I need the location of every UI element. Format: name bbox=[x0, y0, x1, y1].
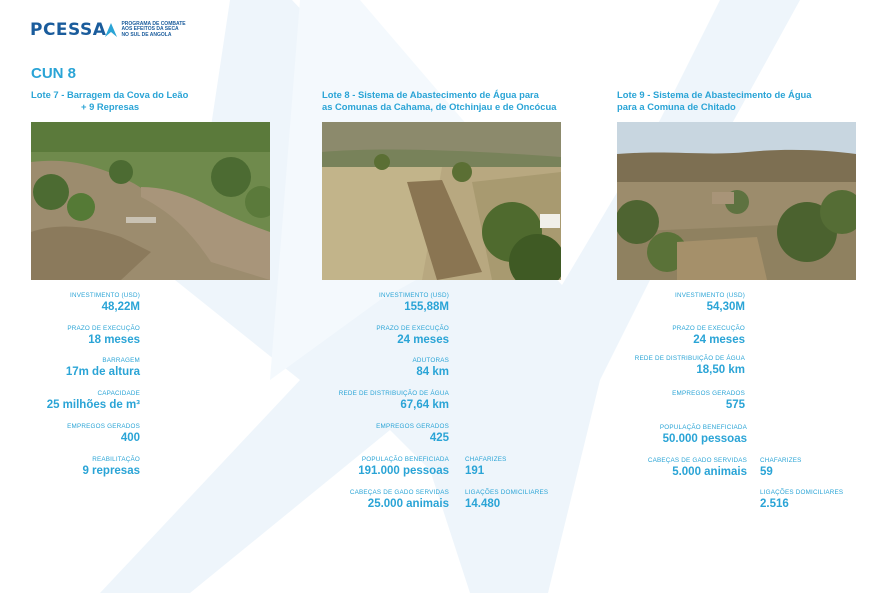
lot-heading-line: Lote 9 - Sistema de Abastecimento de Água bbox=[617, 89, 812, 100]
stat-value: 84 km bbox=[416, 366, 449, 378]
stat-investment bbox=[70, 292, 140, 313]
stat-value: 5.000 animais bbox=[672, 466, 747, 478]
stat-label: EMPREGOS GERADOS bbox=[672, 390, 745, 397]
stat-jobs-created bbox=[672, 390, 745, 411]
stat-label: LIGAÇÕES DOMICILIARES bbox=[760, 489, 844, 496]
stat-investment bbox=[675, 292, 745, 313]
stat-value: 18 meses bbox=[88, 334, 140, 346]
stat-label: CABEÇAS DE GADO SERVIDAS bbox=[349, 489, 449, 496]
stat-household-connections bbox=[465, 489, 548, 510]
stat-rehabilitation bbox=[82, 456, 140, 477]
stat-household-connections bbox=[760, 489, 843, 510]
stat-value: 155,88M bbox=[404, 301, 449, 313]
stat-label: EMPREGOS GERADOS bbox=[67, 423, 140, 430]
brand-tagline-line: PROGRAMA DE COMBATE bbox=[121, 20, 186, 27]
stat-label: PRAZO DE EXECUÇÃO bbox=[672, 325, 745, 332]
stat-label: INVESTIMENTO (USD) bbox=[675, 292, 745, 299]
stat-label: INVESTIMENTO (USD) bbox=[379, 292, 449, 299]
stat-livestock-served bbox=[648, 457, 747, 478]
stat-value: 59 bbox=[760, 466, 773, 478]
stat-label: CAPACIDADE bbox=[97, 390, 140, 397]
brand-tagline-line: NO SUL DE ANGOLA bbox=[121, 31, 172, 38]
stat-distribution-network bbox=[339, 390, 449, 411]
stat-value: 54,30M bbox=[706, 301, 745, 313]
stat-population-served bbox=[358, 456, 449, 477]
lot-7-photo bbox=[31, 122, 270, 280]
lot-7-heading bbox=[31, 89, 188, 113]
stat-jobs-created bbox=[376, 423, 449, 444]
stat-fountains bbox=[760, 457, 802, 478]
stat-value: 14.480 bbox=[465, 498, 501, 510]
lot-heading-line: Lote 7 - Barragem da Cova do Leão bbox=[31, 89, 189, 100]
stat-label: LIGAÇÕES DOMICILIARES bbox=[465, 489, 549, 496]
page-title: CUN 8 bbox=[31, 65, 77, 82]
stat-dam bbox=[66, 357, 140, 378]
stat-livestock-served bbox=[350, 489, 449, 510]
stat-value: 9 represas bbox=[82, 465, 140, 477]
stat-value: 48,22M bbox=[101, 301, 140, 313]
stat-value: 24 meses bbox=[397, 334, 449, 346]
stat-label: REDE DE DISTRIBUIÇÃO DE ÁGUA bbox=[338, 390, 449, 397]
lot-heading-line: + 9 Represas bbox=[81, 101, 140, 112]
lot-9-photo bbox=[617, 122, 856, 280]
stat-value: 25 milhões de m³ bbox=[46, 399, 140, 411]
lot-9-heading bbox=[617, 89, 812, 113]
lot-heading-line: para a Comuna de Chitado bbox=[617, 101, 736, 112]
stat-investment bbox=[379, 292, 449, 313]
stat-label: PRAZO DE EXECUÇÃO bbox=[67, 325, 140, 332]
brand-star-icon bbox=[105, 23, 117, 37]
stat-value: 191 bbox=[465, 465, 485, 477]
stat-label: CHAFARIZES bbox=[465, 456, 507, 463]
brand-tagline-line: AOS EFEITOS DA SECA bbox=[121, 26, 179, 33]
brand-name: PCESSA bbox=[30, 20, 107, 40]
stat-label: PRAZO DE EXECUÇÃO bbox=[376, 325, 449, 332]
stat-label: REDE DE DISTRIBUIÇÃO DE ÁGUA bbox=[634, 355, 745, 362]
stat-value: 17m de altura bbox=[65, 366, 140, 378]
stat-value: 425 bbox=[429, 432, 449, 444]
stat-label: REABILITAÇÃO bbox=[92, 456, 140, 463]
brand-tagline bbox=[121, 22, 185, 39]
pcessa-logo bbox=[30, 20, 186, 40]
stat-value: 2.516 bbox=[760, 498, 789, 510]
stat-fountains bbox=[465, 456, 507, 477]
lot-heading-line: as Comunas da Cahama, de Otchinjau e de Oncócua bbox=[322, 101, 557, 112]
stat-population-served bbox=[660, 424, 747, 445]
stat-water-mains bbox=[413, 357, 449, 378]
stat-execution-time bbox=[376, 325, 449, 346]
stat-label: CHAFARIZES bbox=[760, 457, 802, 464]
stat-label: ADUTORAS bbox=[412, 357, 449, 364]
stat-value: 67,64 km bbox=[400, 399, 449, 411]
lot-8-photo bbox=[322, 122, 561, 280]
stat-value: 24 meses bbox=[693, 334, 745, 346]
stat-value: 400 bbox=[120, 432, 140, 444]
stat-label: BARRAGEM bbox=[102, 357, 140, 364]
lot-heading-line: Lote 8 - Sistema de Abastecimento de Água para bbox=[322, 89, 539, 100]
stat-value: 50.000 pessoas bbox=[662, 433, 747, 445]
stat-label: CABEÇAS DE GADO SERVIDAS bbox=[647, 457, 747, 464]
stat-label: INVESTIMENTO (USD) bbox=[70, 292, 140, 299]
stat-value: 25.000 animais bbox=[367, 498, 449, 510]
stat-jobs-created bbox=[67, 423, 140, 444]
stat-value: 191.000 pessoas bbox=[358, 465, 449, 477]
stat-label: POPULAÇÃO BENEFICIADA bbox=[361, 456, 449, 463]
stat-execution-time bbox=[672, 325, 745, 346]
stat-label: EMPREGOS GERADOS bbox=[376, 423, 449, 430]
stat-distribution-network bbox=[635, 355, 745, 376]
stat-label: POPULAÇÃO BENEFICIADA bbox=[659, 424, 747, 431]
lot-8-heading bbox=[322, 89, 556, 113]
stat-value: 18,50 km bbox=[696, 364, 745, 376]
stat-execution-time bbox=[67, 325, 140, 346]
stat-value: 575 bbox=[725, 399, 745, 411]
stat-capacity bbox=[47, 390, 140, 411]
